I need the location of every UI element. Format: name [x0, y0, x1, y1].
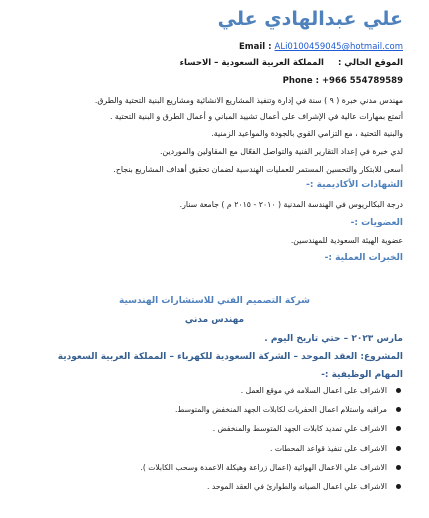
membership-item: عضوية الهيئة السعودية للمهندسين. [290, 236, 403, 245]
location-line [180, 58, 403, 68]
experience-heading: الخبرات العملية :- [324, 253, 403, 263]
list-item [43, 443, 403, 462]
company-name: شركة التصميم الفني للاستشارات الهندسية [118, 296, 310, 306]
job-role: مهندس مدني [184, 315, 245, 325]
task-text: الاشراف علي تمديد كابلات الجهد المتوسط والمنخفض . [212, 424, 387, 434]
location-value: المملكة العربية السعودية – الاحساء [179, 58, 324, 68]
summary-line-1: مهندس مدني خبرة ( ٩ ) سنة في إدارة وتنفيذ المشاريع الانشائية ومشاريع البنية التحتية والطرق. [94, 96, 403, 105]
tasks-list [43, 385, 403, 500]
email-line [239, 42, 403, 52]
task-text: مراقبه واستلام اعمال الحفريات لكابلات الجهد المنخفض والمتوسط. [175, 405, 387, 415]
task-text: الاشراف على تنفيذ قواعد المحطات . [270, 443, 387, 453]
location-label: الموقع الحالي : [337, 58, 403, 68]
summary-line-5: أسعى للابتكار والتحسين المستمر للعمليات الهندسية لضمان تحقيق أهداف المشاريع بنجاح. [113, 165, 403, 174]
phone-value: +966 554789589 [321, 76, 403, 86]
education-degree: درجة البكالريوس في الهندسة المدنية ( ٢٠١٠ - ٢٠١٥ م ) جامعة سنار. [179, 200, 403, 209]
task-text: الاشراف على اعمال السلامه في موقع العمل . [240, 386, 387, 395]
summary-line-4: لدي خبرة في إعداد التقارير الفنية والتواصل الفعّال مع المقاولين والموردين. [160, 147, 403, 156]
tasks-heading: المهام الوظيفية :- [321, 370, 403, 380]
phone-label: Phone : [282, 76, 319, 86]
phone-line [283, 76, 403, 86]
list-item [43, 404, 403, 423]
list-item [43, 385, 403, 404]
project-line: المشروع: العقد الموحد – الشركة السعودية للكهرباء – المملكة العربية السعودية [57, 352, 403, 362]
cv-name-title: علي عبدالهادي علي [217, 8, 403, 30]
email-label: Email : [238, 42, 272, 52]
summary-line-2: أتمتع بمهارات عالية في الإشراف على أعمال تشييد المباني و أعمال الطرق و البنية التحتية . [109, 112, 403, 121]
education-heading: الشهادات الأكاديمية :- [306, 180, 403, 190]
email-link[interactable]: ALi0100459045@hotmail.com [274, 42, 403, 52]
list-item [43, 423, 403, 442]
list-item [43, 462, 403, 481]
memberships-heading: العضويات :- [350, 218, 403, 228]
task-text: الاشراف علي اعمال الصيانه والطوارئ في العقد الموحد . [207, 481, 387, 491]
summary-line-3: والبنية التحتية ، مع التزامي القوي بالجودة والمواعيد الزمنية. [211, 129, 403, 138]
task-text: الاشراف علي الاعمال الهوائية (اعمال زراعة وهيكلة الاعمدة وسحب الكابلات ). [140, 462, 387, 472]
list-item [43, 481, 403, 500]
job-period: مارس ٢٠٢٣ – حتي تاريخ اليوم . [264, 334, 403, 344]
